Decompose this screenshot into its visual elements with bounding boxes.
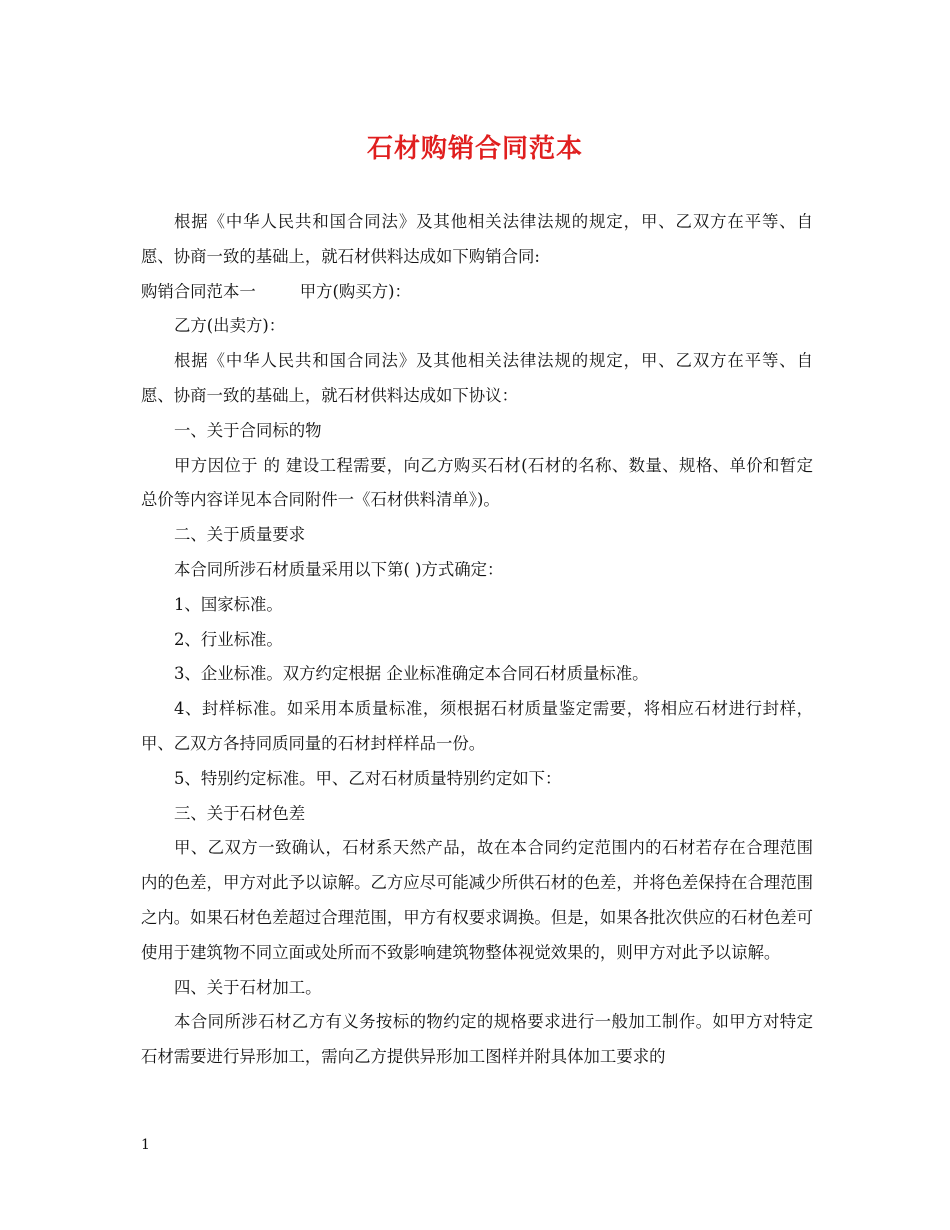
list-item-national-standard: 1、国家标准。 [174,594,283,614]
section-heading-4: 四、关于石材加工。 [174,977,322,997]
paragraph-party-b: 乙方(出卖方)： [174,316,286,336]
paragraph-contract-header [141,275,813,310]
paragraph-intro: 根据《中华人民共和国合同法》及其他相关法律法规的规定，甲、乙双方在平等、自愿、协商一致的基础上，就石材供料达成如下购销合同: [141,212,813,266]
paragraph-preamble: 根据《中华人民共和国合同法》及其他相关法律法规的规定，甲、乙双方在平等、自愿、协商一致的基础上，就石材供料达成如下协议： [141,351,813,405]
list-item-special-standard: 5、特别约定标准。甲、乙对石材质量特别约定如下： [174,768,562,788]
list-item-industry-standard: 2、行业标准。 [174,629,283,649]
page-number: 1 [141,1137,150,1153]
section-heading-1: 一、关于合同标的物 [174,420,322,440]
list-item-sample-standard: 4、封样标准。如采用本质量标准，须根据石材质量鉴定需要，将相应石材进行封样，甲、乙双方各持同质同量的石材封样样品一份。 [141,699,813,753]
contract-label: 购销合同范本一 [141,281,256,301]
paragraph-subject: 甲方因位于 的 建设工程需要，向乙方购买石材(石材的名称、数量、规格、单价和暂定总价等内容详见本合同附件一《石材供料清单》)。 [141,455,813,510]
document-title: 石材购销合同范本 [366,134,583,164]
party-a-label: 甲方(购买方)： [299,281,411,301]
list-item-enterprise-standard: 3、企业标准。双方约定根据 企业标准确定本合同石材质量标准。 [174,664,649,684]
section-heading-2: 二、关于质量要求 [174,525,306,545]
paragraph-quality-method: 本合同所涉石材质量采用以下第( )方式确定： [174,559,504,579]
paragraph-color-difference: 甲、乙双方一致确认，石材系天然产品，故在本合同约定范围内的石材若存在合理范围内的色差，甲方对此予以谅解。乙方应尽可能减少所供石材的色差，并将色差保持在合理范围之内。如果石材色差超过合理范围，甲方有权要求调换。但是，如果各批次供应的石材色差可使用于建筑物不同立面或处所而不致影响建筑物整体视觉效果的，则甲方对此予以谅解。 [141,838,814,962]
document-body [141,205,813,1075]
paragraph-processing: 本合同所涉石材乙方有义务按标的物约定的规格要求进行一般加工制作。如甲方对特定石材需要进行异形加工，需向乙方提供异形加工图样并附具体加工要求的 [141,1012,813,1067]
section-heading-3: 三、关于石材色差 [174,803,306,823]
